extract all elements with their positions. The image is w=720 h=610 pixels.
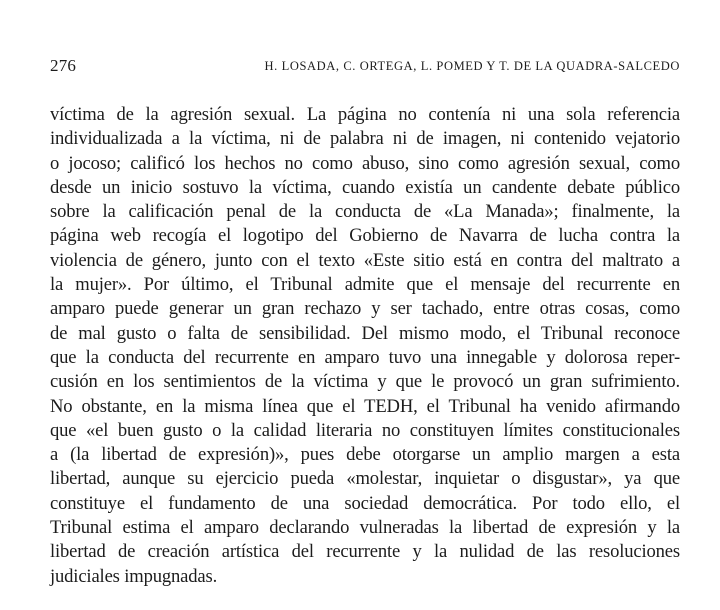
- running-head: [50, 56, 680, 78]
- text-line: No obstante, en la misma línea que el TEDH, el Tribunal ha venido afirmando: [50, 395, 680, 417]
- text-line: a (la libertad de expresión)», pues debe otorgarse un amplio margen a esta: [50, 444, 680, 466]
- text-line: página web recogía el logotipo del Gobierno de Navarra de lucha contra la: [50, 225, 680, 247]
- body-paragraph: [50, 103, 680, 589]
- text-line: amparo puede generar un gran rechazo y ser tachado, entre otras cosas, como: [50, 298, 680, 320]
- text-line: individualizada a la víctima, ni de palabra ni de imagen, ni contenido vejatorio: [50, 128, 680, 150]
- text-line: de mal gusto o falta de sensibilidad. Del mismo modo, el Tribunal reconoce: [50, 322, 680, 344]
- text-line: cusión en los sentimientos de la víctima y que le provocó un gran sufrimiento.: [50, 371, 680, 393]
- text-line: judiciales impugnadas.: [50, 565, 218, 587]
- text-line: sobre la calificación penal de la conducta de «La Manada»; finalmente, la: [50, 201, 680, 223]
- text-line: Tribunal estima el amparo declarando vulneradas la libertad de expresión y la: [50, 517, 680, 539]
- page-number: 276: [50, 56, 77, 75]
- text-line: constituye el fundamento de una sociedad democrática. Por todo ello, el: [50, 492, 680, 514]
- text-line: víctima de la agresión sexual. La página no contenía ni una sola referencia: [50, 104, 680, 125]
- text-line: o jocoso; calificó los hechos no como abuso, sino como agresión sexual, como: [50, 152, 680, 174]
- text-line: la mujer». Por último, el Tribunal admite que el mensaje del recurrente en: [50, 274, 680, 296]
- text-line: que «el buen gusto o la calidad literaria no constituyen límites constitucionales: [50, 419, 680, 441]
- text-line: libertad de creación artística del recurrente y la nulidad de las resoluciones: [50, 541, 680, 563]
- text-line: libertad, aunque su ejercicio pueda «molestar, inquietar o disgustar», ya que: [50, 468, 680, 490]
- text-line: que la conducta del recurrente en amparo tuvo una innegable y dolorosa reper-: [50, 346, 680, 368]
- text-line: desde un inicio sostuvo la víctima, cuando existía un candente debate público: [50, 176, 680, 198]
- running-title: H. LOSADA, C. ORTEGA, L. POMED Y T. DE LA QUADRA-SALCEDO: [264, 59, 680, 73]
- text-line: violencia de género, junto con el texto «Este sitio está en contra del maltrato a: [50, 249, 680, 271]
